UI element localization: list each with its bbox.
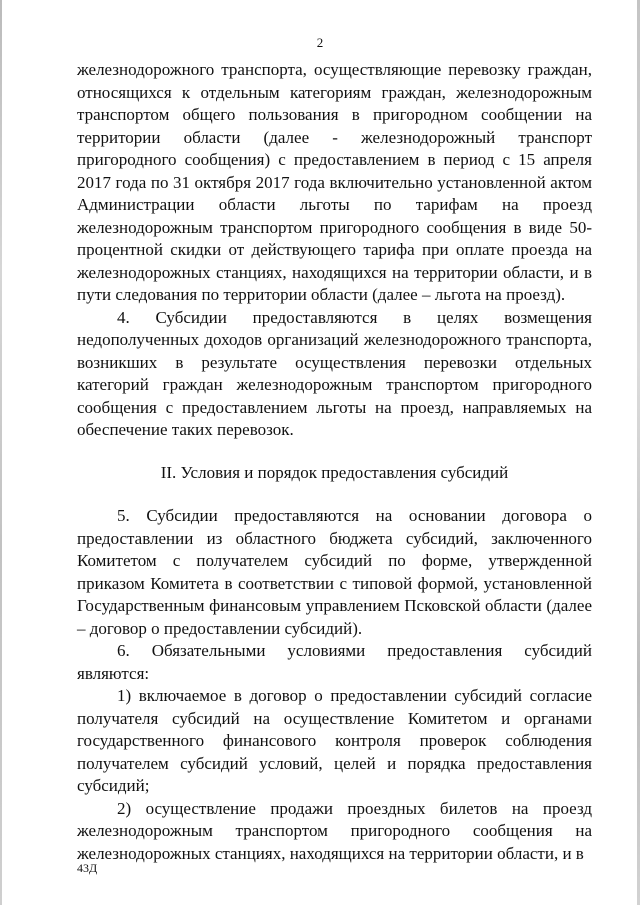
document-body [77,59,592,865]
scan-edge-left [0,0,2,905]
paragraph-subitem-2: 2) осуществление продажи проездных билетов на проезд железнодорожным транспортом пригородного сообщения на железнодорожных станциях, находящихся на территории области, и в [77,798,592,863]
paragraph-item-6: 6. Обязательными условиями предоставления субсидий являются: [77,641,592,683]
paragraph-continuation: железнодорожного транспорта, осуществляющие перевозку граждан, относящихся к отдельным категориям граждан, железнодорожным транспортом общего пользования в пригородном сообщении на территории области (далее - железнодорожный транспорт пригородного сообщения) с предоставлением в период с 15 апреля 2017 года по 31 октября 2017 года включительно установленной актом Администрации области льготы по тарифам на проезд железнодорожным транспортом пригородного сообщения в виде 50-процентной скидки от действующего тарифа при оплате проезда на железнодорожных станциях, находящихся на территории области, и в пути следования по территории области (далее – льгота на проезд). [77,60,592,304]
paragraph-item-4: 4. Субсидии предоставляются в целях возмещения недополученных доходов организаций железнодорожного транспорта, возникших в результате осуществления перевозки отдельных категорий граждан железнодорожным транспортом пригородного сообщения с предоставлением льготы на проезд, направляемых на обеспечение таких перевозок. [77,307,592,439]
section-heading: II. Условия и порядок предоставления субсидий [160,462,509,482]
page-number: 2 [316,35,324,50]
paragraph-item-5: 5. Субсидии предоставляются на основании договора о предоставлении из областного бюджета субсидий, заключенного Комитетом с получателем субсидий по форме, утвержденной приказом Комитета в соответствии с типовой формой, установленной Государственным финансовым управлением Псковской области (далее – договор о предоставлении субсидий). [77,506,592,638]
paragraph-subitem-1: 1) включаемое в договор о предоставлении субсидий согласие получателя субсидий на осуществление Комитетом и органами государственного финансового контроля проверок соблюдения получателем субсидий условий, целей и порядка предоставления субсидий; [77,686,592,795]
footer-code: 43Д [77,861,98,875]
